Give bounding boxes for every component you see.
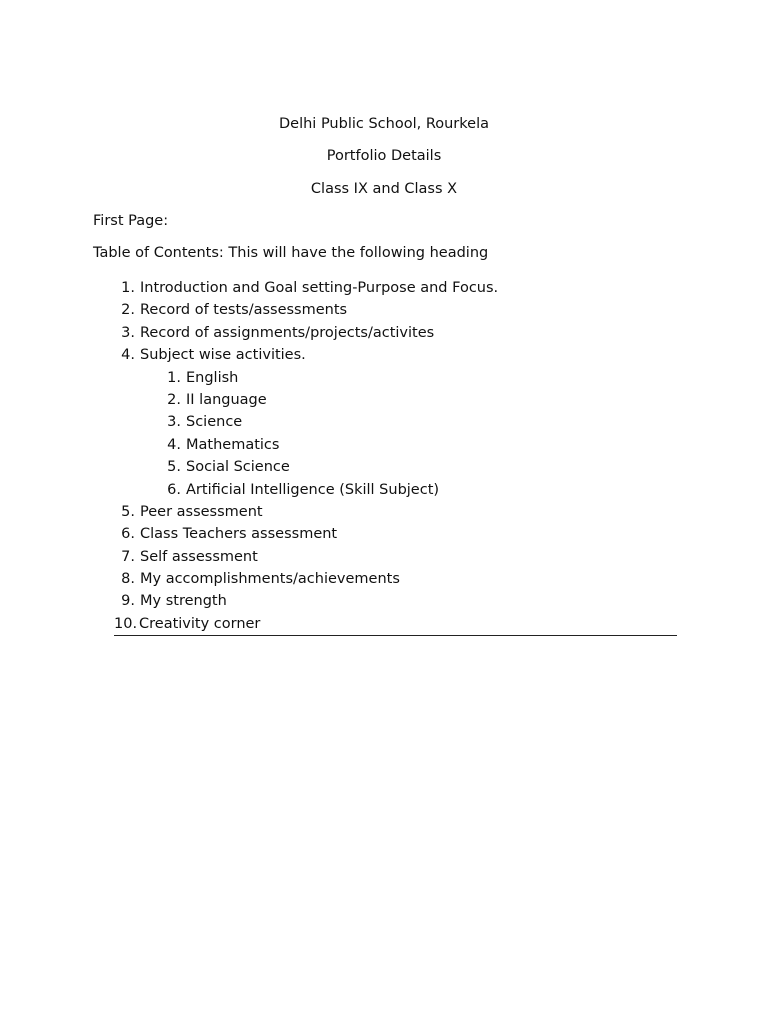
- list-item: [0, 523, 768, 545]
- list-item: [0, 546, 768, 568]
- list-item: [0, 590, 768, 612]
- contents-list: [0, 277, 768, 635]
- subject-number: 1.: [167, 369, 181, 386]
- list-item-text: Peer assessment: [140, 503, 263, 520]
- subject-number: 4.: [167, 436, 181, 453]
- subject-item: [0, 434, 768, 456]
- list-item-number: 8.: [121, 571, 135, 588]
- list-item-text: Self assessment: [140, 548, 258, 565]
- list-item-text: Creativity corner: [139, 615, 261, 632]
- subject-text: English: [186, 369, 239, 386]
- subject-number: 3.: [167, 414, 181, 431]
- list-item-text: Subject wise activities.: [140, 347, 306, 364]
- list-item-text: My strength: [140, 593, 227, 610]
- subject-text: Mathematics: [186, 436, 280, 453]
- subject-item: [0, 389, 768, 411]
- list-item: [0, 277, 768, 299]
- subject-number: 5.: [167, 459, 181, 476]
- horizontal-rule: [114, 635, 677, 636]
- list-item-number: 3.: [121, 324, 135, 341]
- list-item: [0, 344, 768, 366]
- first-page-label: First Page:: [93, 213, 169, 229]
- list-item: [0, 613, 768, 635]
- list-item-number: 7.: [121, 548, 135, 565]
- subject-item: [0, 456, 768, 478]
- list-item-number: 4.: [121, 347, 135, 364]
- list-item-text: Record of assignments/projects/activites: [140, 324, 435, 341]
- subject-item: [0, 411, 768, 433]
- document-title: Portfolio Details: [326, 148, 442, 164]
- list-item-number: 5.: [121, 503, 135, 520]
- school-name: Delhi Public School, Rourkela: [279, 116, 489, 132]
- subject-number: 6.: [167, 481, 181, 498]
- list-item-number: 1.: [121, 280, 135, 296]
- subject-item: [0, 367, 768, 389]
- subject-text: Science: [186, 414, 243, 431]
- list-item: [0, 568, 768, 590]
- subject-text: Artificial Intelligence (Skill Subject): [186, 481, 440, 498]
- list-item-text: Record of tests/assessments: [140, 302, 348, 319]
- subject-number: 2.: [167, 391, 181, 408]
- subject-text: Social Science: [186, 459, 290, 476]
- list-item: [0, 322, 768, 344]
- subject-item: [0, 479, 768, 501]
- class-line: Class IX and Class X: [310, 181, 458, 197]
- list-item-text: My accomplishments/achievements: [140, 571, 400, 588]
- list-item-number: 9.: [121, 593, 135, 610]
- list-item-text: Class Teachers assessment: [140, 526, 338, 543]
- toc-intro-line: Table of Contents: This will have the following heading: [93, 245, 489, 261]
- list-item-number: 10.: [114, 615, 138, 632]
- list-item-text: Introduction and Goal setting-Purpose and Focus.: [140, 280, 499, 296]
- list-item: [0, 501, 768, 523]
- list-item: [0, 299, 768, 321]
- subject-text: II language: [186, 391, 267, 408]
- list-item-number: 6.: [121, 526, 135, 543]
- list-item-number: 2.: [121, 302, 135, 319]
